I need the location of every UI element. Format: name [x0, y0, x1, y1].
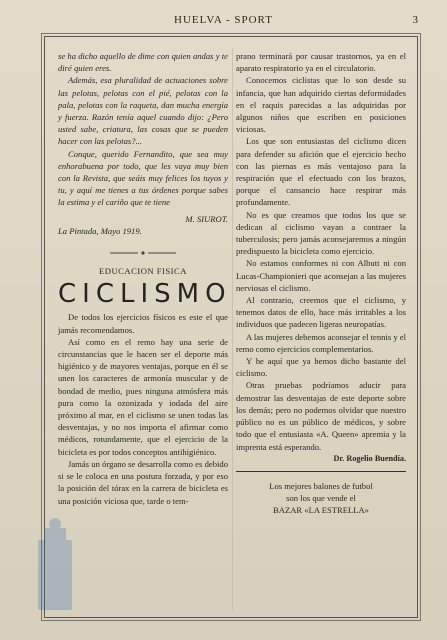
article-paragraph: prano terminará por causar trastornos, ya en el aparato respiratorio ya en el circulatorio. [236, 51, 406, 74]
ad-line: Los mejores balones de futbol [269, 480, 373, 491]
article-paragraph: Otras pruebas podríamos aducir para demostrar las desventajas de este deporte sobre los demás; pero no podemos olvidar que nuestro público no es un público de médicos, y sobre todo que el entusiasta «A. Queen» apremia y la imprenta está esperando. [236, 380, 406, 452]
article-paragraph: Los que son entusiastas del ciclismo dicen para defender su afición que el ejercicio hecho con las piernas es más ventajoso para la respiración que el efectuado con los brazos, porque el cansancio hace respirar más profundamente. [236, 136, 406, 208]
letter-signature: M. SIUROT. [185, 213, 228, 224]
article-author: Dr. Rogelio Buendía. [333, 453, 406, 463]
section-label: EDUCACION FISICA [99, 266, 187, 277]
ad-line: son los que vende el [286, 492, 356, 503]
article-paragraph: Al contrario, creemos que el ciclismo, y tenemos datos de ello, hace más irritables a los individuos que padecen ligeras neuropatías. [236, 295, 406, 330]
ornament-divider [58, 247, 228, 259]
letter-paragraph: Además, esa pluralidad de actuaciones sobre las pelotas, pelotas con el pié, pelotas con la pala, pelotas con la raqueta, dan mucha energía y fuerza. Razón tenía aquel cuando dijo: ¿Pero usted sabe, criatura, las cosas que se pueden hacer con las pelotas?... [58, 75, 228, 147]
ornament-icon [108, 250, 178, 256]
article-paragraph: A las mujeres debemos aconsejar el tennis y el remo como ejercicios complementarios. [236, 331, 406, 354]
ad-line: BAZAR «LA ESTRELLA» [273, 504, 369, 515]
letter-paragraph: se ha dicho aquello de dime con quien andas y te diré quien eres. [58, 51, 228, 74]
letter-paragraph: Conque, querido Fernandito, que sea muy enhorabuena por todo, que les vaya muy bien con la Revista, que seáis muy felices los tuyos y tu, y aquí me tienes a tus órdenes porque sabes la estima y el cariño que te tiene [58, 148, 228, 208]
article-title: CICLISMO [58, 279, 232, 310]
page-number: 3 [412, 14, 419, 26]
article-paragraph: Conocemos ciclistas que lo son desde su infancia, que han adquirido ciertas deformidades en el raquis parecidas a las adquiridas por algunos niños que escriben en posiciones viciosas. [236, 75, 406, 135]
left-column [58, 50, 232, 507]
article-paragraph: De todos los ejercicios físicos es este el que jamás recomendamos. [58, 312, 228, 335]
article-paragraph: No es que creamos que todos los que se dedican al ciclismo vayan a contraer la tuberculosis; pero jamás aconsejaremos a ningún predispuesto la bicicleta como ejercicio. [236, 209, 406, 257]
article-paragraph: Así como en el remo hay una serie de circunstancias que le hacen ser el deporte más higiénico y de mayores ventajas, porque en él se unen los caracteres de armonía muscular y de bondad de medio, pues ninguna atmósfera más pura como la ozonizada y iodada del aire próximo al mar, en el ciclismo se unen todas las desventajas, y no nos importa el afirmar como médicos, rotundamente, que el ejercicio de la bicicleta es por todos conceptos antihigiénico. [58, 336, 228, 457]
header-title: HUELVA - SPORT [174, 14, 273, 26]
page-header [0, 14, 447, 30]
article-paragraph: Y he aquí que ya hemos dicho bastante del ciclismo. [236, 356, 406, 379]
horizontal-rule [236, 471, 406, 472]
letter-place-date: La Pintada, Mayo 1919. [58, 225, 142, 236]
article-paragraph: No estamos conformes ni con Albutt ni con Lucas-Championieri que aconsejan a las mujeres nerviosas el ciclismo. [236, 258, 406, 293]
right-column [236, 50, 406, 516]
column-divider [232, 48, 233, 610]
article-paragraph: Jamás un órgano se desarrolla como es debido si se le coloca en una postura forzada, y por eso la posición del tórax en la carrera de bicicleta es una posición viciosa que, tarde o tem- [58, 458, 228, 506]
